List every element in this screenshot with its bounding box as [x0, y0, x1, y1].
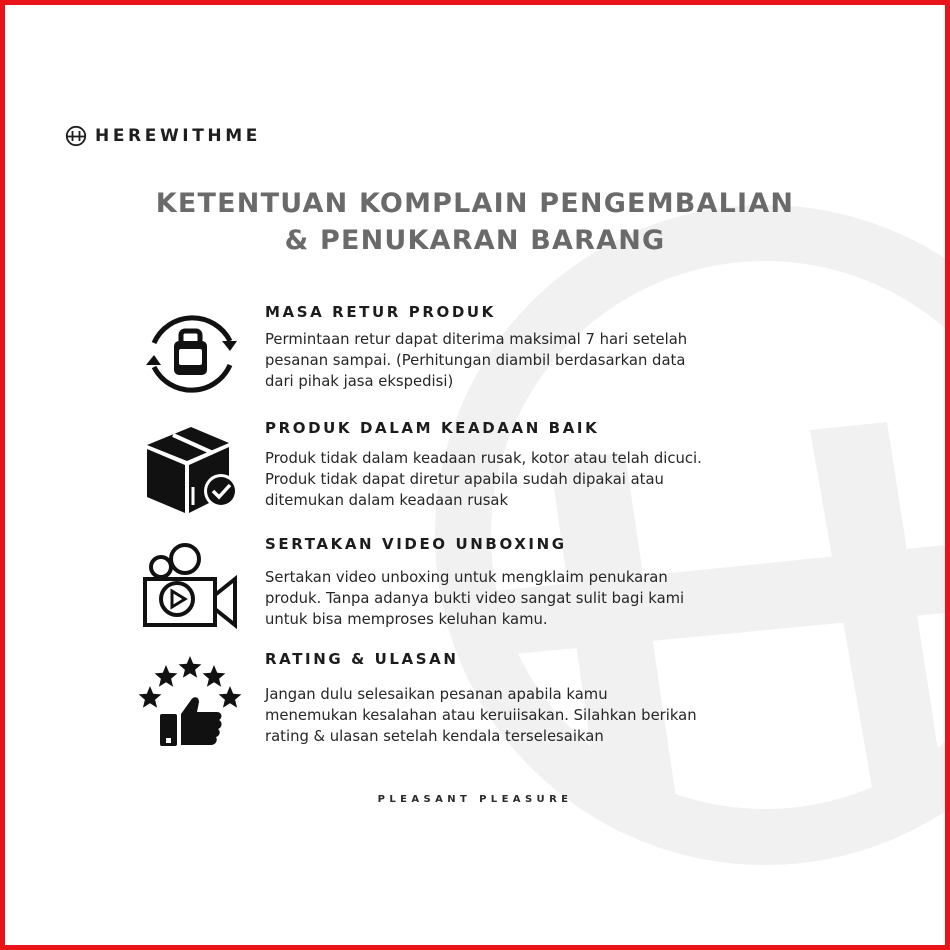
- hm-circle-logo-icon: [65, 125, 87, 147]
- item-text-line: Permintaan retur dapat diterima maksimal 7 hari setelah: [265, 331, 688, 348]
- item-text: [265, 448, 755, 511]
- item-text-line: ditemukan dalam keadaan rusak: [265, 492, 509, 509]
- item-text: [265, 329, 755, 392]
- item-text-line: Sertakan video unboxing untuk mengklaim penukaran: [265, 569, 668, 586]
- item-text-line: produk. Tanpa adanya bukti video sangat sulit bagi kami: [265, 590, 685, 607]
- video-camera-play-icon: [133, 541, 243, 641]
- page-title: [5, 185, 945, 259]
- item-text-line: dari pihak jasa ekspedisi): [265, 373, 454, 390]
- brand-logo: [65, 121, 261, 151]
- page-title-line-2: & PENUKARAN BARANG: [284, 225, 666, 256]
- item-text-line: untuk bisa memproses keluhan kamu.: [265, 611, 548, 628]
- item-text-line: Produk tidak dapat diretur apabila sudah dipakai atau: [265, 471, 664, 488]
- item-heading: PRODUK DALAM KEADAAN BAIK: [265, 419, 600, 437]
- item-text: [265, 684, 755, 747]
- stars-thumbs-up-icon: [133, 652, 243, 752]
- item-text-line: menemukan kesalahan atau keruiisakan. Silahkan berikan: [265, 707, 697, 724]
- return-bag-cycle-icon: [133, 303, 243, 403]
- item-text-line: Jangan dulu selesaikan pesanan apabila kamu: [265, 686, 608, 703]
- item-text-line: rating & ulasan setelah kendala terselesaikan: [265, 728, 604, 745]
- item-heading: SERTAKAN VIDEO UNBOXING: [265, 535, 567, 553]
- item-text-line: pesanan sampai. (Perhitungan diambil berdasarkan data: [265, 352, 686, 369]
- page-title-line-1: KETENTUAN KOMPLAIN PENGEMBALIAN: [155, 188, 795, 219]
- item-heading: MASA RETUR PRODUK: [265, 303, 496, 321]
- item-text: [265, 567, 755, 630]
- item-text-line: Produk tidak dalam keadaan rusak, kotor atau telah dicuci.: [265, 450, 702, 467]
- brand-name: HEREWITHME: [95, 126, 261, 146]
- footer-tagline: PLEASANT PLEASURE: [377, 794, 573, 805]
- box-check-icon: [133, 421, 243, 521]
- item-heading: RATING & ULASAN: [265, 650, 459, 668]
